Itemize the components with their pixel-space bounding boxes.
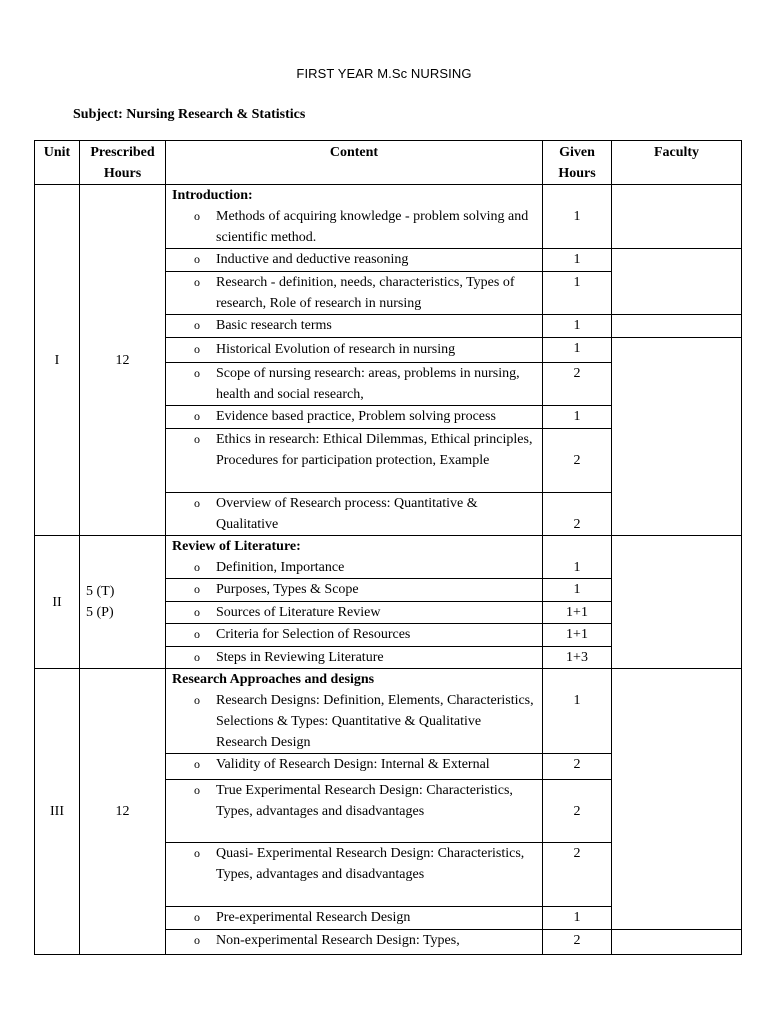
table-row: II 5 (T) 5 (P) Review of Literature: o Definition, Importance 1 <box>35 536 742 579</box>
list-item: True Experimental Research Design: Characteristics, Types, advantages and disadvantages <box>216 783 513 819</box>
given-hours-cell: 2 <box>543 843 612 907</box>
list-item: Inductive and deductive reasoning <box>216 252 409 267</box>
table-header-row <box>35 141 742 185</box>
prescribed-hours-cell: 12 <box>80 669 166 955</box>
given-hours-cell: 1 <box>543 185 612 249</box>
table-row: o Pre-experimental Research Design 1 <box>35 907 742 930</box>
given-hours-cell: 1 <box>543 406 612 429</box>
faculty-cell <box>612 249 742 315</box>
prescribed-hours-cell: 5 (T) 5 (P) <box>80 536 166 669</box>
given-hours-cell: 1+1 <box>543 624 612 647</box>
list-item: Research - definition, needs, characteristics, Types of research, Role of research in nursing <box>216 275 515 311</box>
given-hours-cell: 1+3 <box>543 647 612 669</box>
given-hours-cell: 1 <box>543 907 612 930</box>
list-item: Validity of Research Design: Internal & External <box>216 757 490 772</box>
given-hours-cell: 1 <box>543 249 612 272</box>
list-item: Methods of acquiring knowledge - problem solving and scientific method. <box>216 209 529 245</box>
table-row: o Historical Evolution of research in nursing 1 <box>35 338 742 363</box>
given-hours-cell: 2 <box>543 429 612 493</box>
table-row: o Research - definition, needs, characteristics, Types of research, Role of research in nursing 1 <box>35 272 742 315</box>
table-row: o Steps in Reviewing Literature 1+3 <box>35 647 742 669</box>
faculty-cell <box>612 536 742 669</box>
table-row: o Inductive and deductive reasoning 1 <box>35 249 742 272</box>
table-row: o Purposes, Types & Scope 1 <box>35 579 742 602</box>
list-item: Pre-experimental Research Design <box>216 910 411 925</box>
faculty-cell <box>612 338 742 536</box>
list-item: Scope of nursing research: areas, problems in nursing, health and social research, <box>216 366 520 402</box>
list-item: Overview of Research process: Quantitative & Qualitative <box>216 496 478 532</box>
given-hours-cell: 1 <box>543 536 612 579</box>
col-prescribed-hours: Prescribed Hours <box>80 141 166 185</box>
unit-cell: I <box>35 185 80 536</box>
col-given-hours: Given Hours <box>543 141 612 185</box>
given-hours-cell: 1+1 <box>543 602 612 624</box>
table-row: o True Experimental Research Design: Characteristics, Types, advantages and disadvantages 2 <box>35 780 742 843</box>
table-row: o Ethics in research: Ethical Dilemmas, Ethical principles, Procedures for participation protection, Example 2 <box>35 429 742 493</box>
subject-heading: Subject: Nursing Research & Statistics <box>73 107 306 122</box>
list-item: Purposes, Types & Scope <box>216 582 359 597</box>
section-title: Research Approaches and designs <box>172 672 375 687</box>
table-row: o Non-experimental Research Design: Types, 2 <box>35 930 742 955</box>
col-faculty: Faculty <box>612 141 742 185</box>
table-row: o Scope of nursing research: areas, problems in nursing, health and social research, 2 <box>35 363 742 406</box>
table-row: o Sources of Literature Review 1+1 <box>35 602 742 624</box>
faculty-cell <box>612 315 742 338</box>
given-hours-cell: 2 <box>543 363 612 406</box>
content-cell: Introduction: o Methods of acquiring knowledge - problem solving and scientific method. <box>166 185 543 249</box>
list-item: Evidence based practice, Problem solving process <box>216 409 496 424</box>
table-row: o Evidence based practice, Problem solving process 1 <box>35 406 742 429</box>
section-title: Review of Literature: <box>172 539 301 554</box>
list-item: Definition, Importance <box>216 560 345 575</box>
list-item: Steps in Reviewing Literature <box>216 650 384 665</box>
unit-cell: II <box>35 536 80 669</box>
list-item: Historical Evolution of research in nursing <box>216 342 456 357</box>
given-hours-cell: 1 <box>543 669 612 754</box>
faculty-cell <box>612 185 742 249</box>
list-item: Criteria for Selection of Resources <box>216 627 411 642</box>
given-hours-cell: 2 <box>543 930 612 955</box>
syllabus-table <box>34 140 742 955</box>
table-row: o Quasi- Experimental Research Design: Characteristics, Types, advantages and disadvantages 2 <box>35 843 742 907</box>
given-hours-cell: 2 <box>543 780 612 843</box>
table-row: o Basic research terms 1 <box>35 315 742 338</box>
table-row: o Criteria for Selection of Resources 1+1 <box>35 624 742 647</box>
unit-cell: III <box>35 669 80 955</box>
list-item: Basic research terms <box>216 318 332 333</box>
table-row: III 12 Research Approaches and designs o Research Designs: Definition, Elements, Characteristics, Selections & Types: Quantitative & Qualitative Research Design 1 <box>35 669 742 754</box>
table-row <box>35 185 742 249</box>
document-title: FIRST YEAR M.Sc NURSING <box>296 66 472 81</box>
list-item: Non-experimental Research Design: Types, <box>216 933 460 948</box>
faculty-cell <box>612 669 742 930</box>
given-hours-cell: 1 <box>543 315 612 338</box>
list-item: Quasi- Experimental Research Design: Characteristics, Types, advantages and disadvantages <box>216 846 525 882</box>
given-hours-cell: 2 <box>543 754 612 780</box>
given-hours-cell: 1 <box>543 272 612 315</box>
given-hours-cell: 1 <box>543 579 612 602</box>
list-item: Research Designs: Definition, Elements, Characteristics, Selections & Types: Quantitative & Qualitative Research Design <box>216 693 534 750</box>
prescribed-hours-cell: 12 <box>80 185 166 536</box>
given-hours-cell: 1 <box>543 338 612 363</box>
col-content: Content <box>166 141 543 185</box>
section-title: Introduction: <box>172 188 253 203</box>
col-unit: Unit <box>35 141 80 185</box>
table-row: o Validity of Research Design: Internal & External 2 <box>35 754 742 780</box>
list-item: Ethics in research: Ethical Dilemmas, Ethical principles, Procedures for participation protection, Example <box>216 432 533 468</box>
list-item: Sources of Literature Review <box>216 605 381 620</box>
table-row: o Overview of Research process: Quantitative & Qualitative 2 <box>35 493 742 536</box>
given-hours-cell: 2 <box>543 493 612 536</box>
faculty-cell <box>612 930 742 955</box>
